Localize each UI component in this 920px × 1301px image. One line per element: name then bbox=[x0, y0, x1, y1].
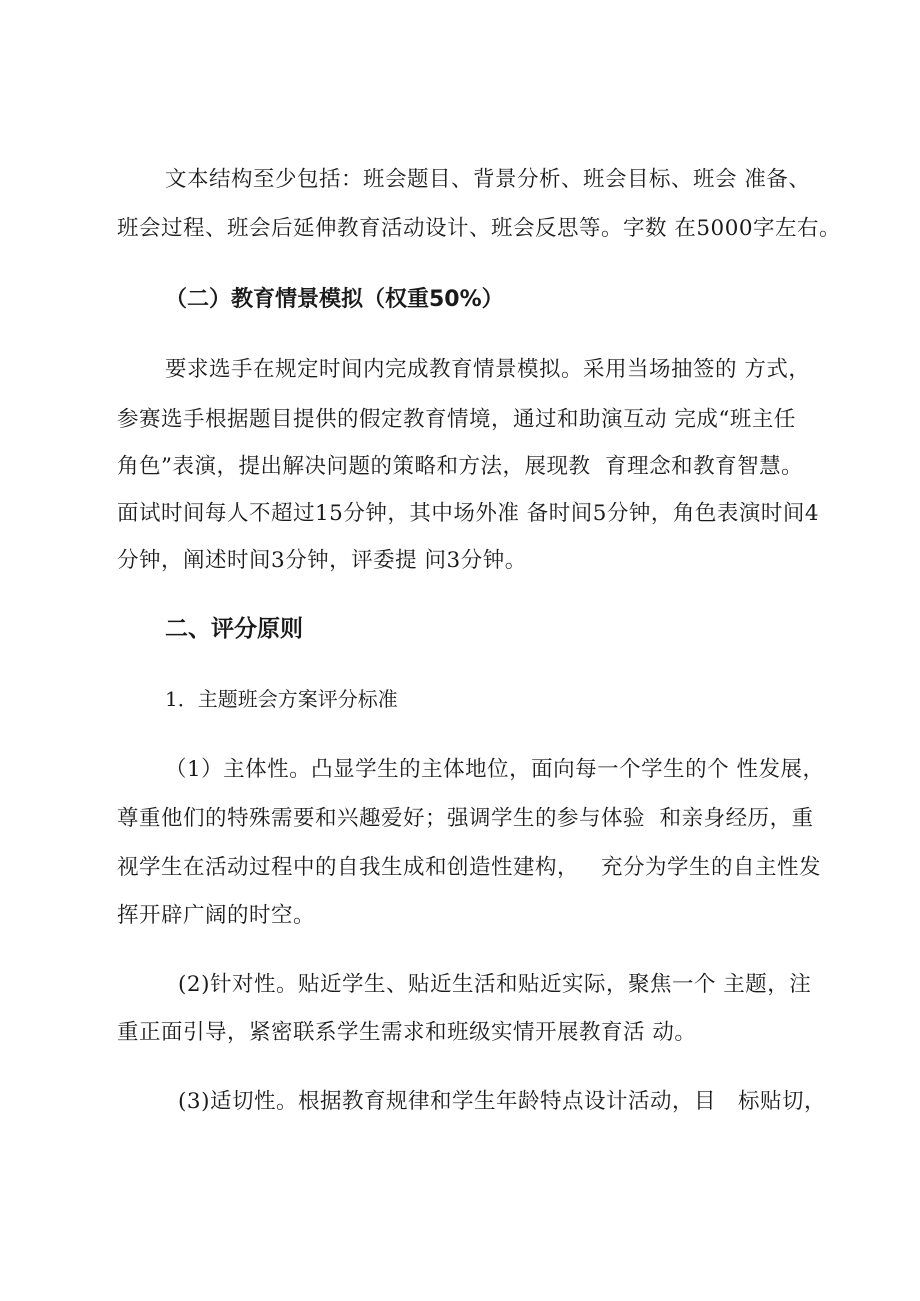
item-1-line-2: 尊重他们的特殊需要和兴趣爱好；强调学生的参与体验 和亲身经历，重 bbox=[117, 806, 814, 831]
section-2-line-2: 参赛选手根据题目提供的假定教育情境，通过和助演互动 完成“班主任 bbox=[117, 407, 796, 432]
item-1-line-4: 挥开辟广阔的时空。 bbox=[117, 903, 316, 928]
section-2-line-5: 分钟，阐述时间3分钟，评委提 问3分钟。 bbox=[117, 548, 527, 573]
item-2-line-1: (2)针对性。贴近学生、贴近生活和贴近实际，聚焦一个 主题，注 bbox=[178, 972, 812, 997]
intro-line-1: 文本结构至少包括：班会题目、背景分析、班会目标、班会 准备、 bbox=[165, 167, 811, 192]
intro-line-2: 班会过程、班会后延伸教育活动设计、班会反思等。字数 在5000字左右。 bbox=[117, 216, 842, 241]
item-3-line-1: (3)适切性。根据教育规律和学生年龄特点设计活动，目 标贴切， bbox=[178, 1089, 826, 1114]
section-2-line-1: 要求选手在规定时间内完成教育情景模拟。采用当场抽签的 方式， bbox=[165, 357, 811, 382]
item-2-line-2: 重正面引导，紧密联系学生需求和班级实情开展教育活 动。 bbox=[117, 1020, 697, 1045]
section-2-line-3: 角色”表演，提出解决问题的策略和方法，展现教 育理念和教育智慧。 bbox=[117, 454, 804, 479]
item-1-line-1: （1）主体性。凸显学生的主体地位，面向每一个学生的个 性发展， bbox=[165, 757, 825, 782]
item-1-line-3: 视学生在活动过程中的自我生成和创造性建构， 充分为学生的自主性发 bbox=[117, 855, 822, 880]
part-2-heading: 二、评分原则 bbox=[165, 616, 303, 642]
section-2-heading: （二）教育情景模拟（权重50%） bbox=[165, 287, 504, 312]
criteria-1-heading: 1．主题班会方案评分标准 bbox=[165, 687, 398, 711]
section-2-line-4: 面试时间每人不超过15分钟，其中场外准 备时间5分钟，角色表演时间4 bbox=[117, 501, 820, 526]
